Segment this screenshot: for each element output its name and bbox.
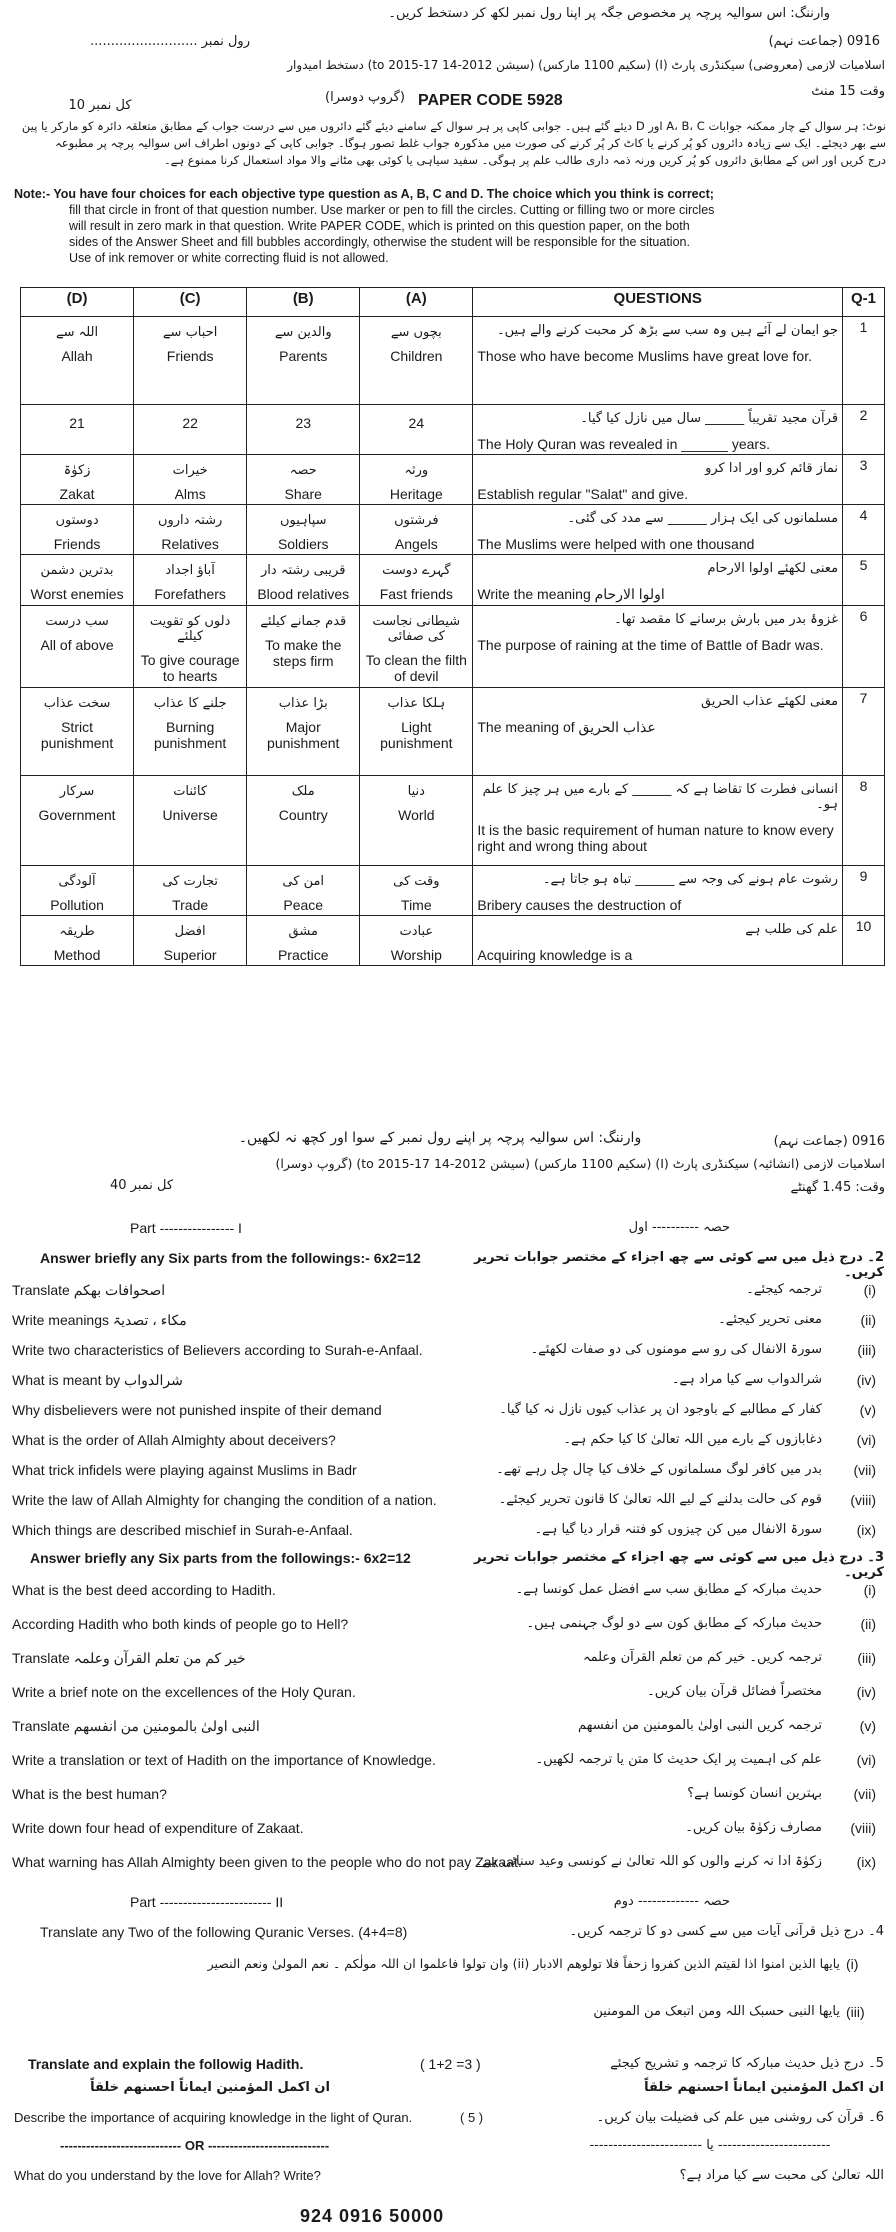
subjective-subject: اسلامیات لازمی (انشائیہ) سیکنڈری پارٹ (I) (سکیم 1100 مارکس) (سیشن 2012-14 to 2015-17) (گروپ دوسرا) <box>275 1156 885 1171</box>
q3-item <box>12 1582 884 1604</box>
question-urdu: رشوت عام ہونے کی وجہ سے ______ تباہ ہو جاتا ہے۔ <box>542 872 839 887</box>
q3-item <box>12 1752 884 1774</box>
question-number: 6 <box>843 606 885 688</box>
option-c-english: Relatives <box>161 536 219 552</box>
part1-label-ur: حصہ ---------- اول <box>628 1220 730 1235</box>
q3-heading: Answer briefly any Six parts from the followings:- 6x2=12 <box>30 1550 411 1566</box>
option-c-english: Trade <box>172 897 209 913</box>
q3-item-urdu: بہترین انسان کونسا ہے؟ <box>687 1786 822 1801</box>
option-b-urdu: والدین سے <box>274 325 332 340</box>
q2-item-urdu: ترجمہ کیجئے۔ <box>746 1282 822 1297</box>
option-d-urdu: سب درست <box>45 614 109 629</box>
question-urdu: علم کی طلب ہے <box>745 922 839 937</box>
option-a-urdu: وقت کی <box>393 874 440 889</box>
header-subject: اسلامیات لازمی (معروضی) سیکنڈری پارٹ (I) (سکیم 1100 مارکس) (سیشن 2012-14 to 2015-17) دستخط امیدوار <box>287 58 885 72</box>
option-d-english: 21 <box>69 415 85 431</box>
option-c-urdu: احباب سے <box>162 325 218 340</box>
option-d <box>21 776 134 866</box>
option-a-english: 24 <box>408 415 425 431</box>
q5-hadith-en-side: ان اکمل المؤمنین ایماناً احسنھم خلقاً <box>90 2080 330 2095</box>
subjective-total: کل نمبر 40 <box>110 1178 174 1193</box>
q2-item <box>12 1342 884 1364</box>
or-divider-ur: ------------------------ یا ------------------------ <box>589 2138 831 2153</box>
option-b <box>247 776 360 866</box>
option-c <box>134 505 247 555</box>
option-d-urdu: آلودگی <box>58 874 96 889</box>
question-urdu: معنی لکھئے اولوا الارحام <box>707 561 839 576</box>
mcq-row <box>21 688 885 776</box>
q5-marks: ( 1+2 =3 ) <box>420 2056 481 2072</box>
mcq-row <box>21 916 885 966</box>
col-questions: QUESTIONS <box>473 288 843 317</box>
q2-item-urdu: دغابازوں کے بارے میں اللہ تعالیٰ کا کیا حکم ہے۔ <box>563 1432 822 1447</box>
question-cell <box>473 505 843 555</box>
question-number: 5 <box>843 555 885 606</box>
q2-item-urdu: معنی تحریر کیجئے۔ <box>718 1312 822 1327</box>
q2-item-english: Why disbelievers were not punished inspite of their demand <box>12 1402 382 1418</box>
option-d <box>21 555 134 606</box>
option-d-english: All of above <box>40 637 114 653</box>
question-number: 10 <box>843 916 885 966</box>
q3-item <box>12 1786 884 1808</box>
option-b <box>247 455 360 505</box>
q2-item-urdu: بدر میں کافر لوگ مسلمانوں کے خلاف کیا چال چل رہے تھے۔ <box>496 1462 822 1477</box>
q3-item-urdu: زکوٰۃ ادا نہ کرنے والوں کو اللہ تعالیٰ نے کونسی وعید سنائی ہے۔ <box>474 1854 822 1869</box>
option-d-urdu: زکوٰۃ <box>63 463 91 478</box>
option-b-urdu: قریبی رشتہ دار <box>261 563 346 578</box>
question-number: 2 <box>843 405 885 455</box>
q3-item-number: (viii) <box>850 1820 876 1836</box>
q3-item-urdu: ترجمہ کریں النبی اولیٰ بالمومنین من انفسھم <box>578 1718 822 1733</box>
q3-item-english: What is the best human? <box>12 1786 167 1802</box>
option-d <box>21 505 134 555</box>
option-d-english: Zakat <box>59 486 95 502</box>
q2-item-number: (ix) <box>856 1522 876 1538</box>
option-c <box>134 555 247 606</box>
option-c-urdu: جلنے کا عذاب <box>153 696 227 711</box>
question-english: Those who have become Muslims have great love for. <box>477 348 812 364</box>
option-b-english: Major punishment <box>267 719 340 751</box>
question-urdu: نماز قائم کرو اور ادا کرو <box>705 461 839 476</box>
option-a <box>360 505 473 555</box>
q6-marks: ( 5 ) <box>460 2110 484 2125</box>
mcq-row <box>21 776 885 866</box>
option-c <box>134 317 247 405</box>
q2-item <box>12 1402 884 1424</box>
q2-item-english: Write the law of Allah Almighty for changing the condition of a nation. <box>12 1492 437 1508</box>
q4-iii-num: (iii) <box>846 2004 865 2020</box>
option-a <box>360 866 473 916</box>
q3-item-english: Translate النبی اولیٰ بالمومنین من انفسھم <box>12 1718 260 1734</box>
q3-item <box>12 1650 884 1672</box>
option-d <box>21 916 134 966</box>
option-d-english: Strict punishment <box>40 719 114 751</box>
option-c-english: To give courage to hearts <box>140 652 240 684</box>
or-divider: ---------------------------- OR ---------------------------- <box>60 2138 330 2153</box>
question-cell <box>473 405 843 455</box>
q4-heading: Translate any Two of the following Quranic Verses. (4+4=8) <box>40 1924 408 1940</box>
q3-item-urdu: حدیث مبارکہ کے مطابق سب سے افضل عمل کونسا ہے۔ <box>515 1582 822 1597</box>
paper-code: PAPER CODE 5928 <box>418 92 563 109</box>
option-d <box>21 405 134 455</box>
option-b <box>247 606 360 688</box>
q4-iii-verse: یایھا النبی حسبک اللہ ومن اتبعک من المومنین <box>593 2004 840 2019</box>
question-number: 8 <box>843 776 885 866</box>
q2-item-english: Write meanings مکاء ، تصدیۃ <box>12 1312 187 1328</box>
option-c <box>134 776 247 866</box>
option-a <box>360 405 473 455</box>
option-b-urdu: ملک <box>291 784 315 799</box>
option-b-urdu: سپاہیوں <box>279 513 327 528</box>
col-qnum: Q-1 <box>843 288 885 317</box>
option-d-english: Worst enemies <box>30 586 124 602</box>
option-a-urdu: عبادت <box>399 924 434 939</box>
option-c-english: Universe <box>162 807 218 823</box>
q3-item-number: (i) <box>863 1582 876 1598</box>
mcq-table <box>20 287 885 966</box>
option-c-urdu: افضل <box>174 924 206 939</box>
q2-item-urdu: کفار کے مطالبے کے باوجود ان پر عذاب کیوں نازل نہ کیا گیا۔ <box>499 1402 822 1417</box>
option-c <box>134 688 247 776</box>
option-b <box>247 505 360 555</box>
option-a-english: Fast friends <box>379 586 453 602</box>
q3-item-urdu: ترجمہ کریں۔ خیر کم من تعلم القرآن وعلمہ <box>582 1650 822 1665</box>
q2-item-urdu: سورۃ الانفال میں کن چیزوں کو فتنہ قرار دیا گیا ہے۔ <box>534 1522 822 1537</box>
option-b-english: 23 <box>295 415 312 431</box>
col-b: (B) <box>247 288 360 317</box>
option-a-urdu: فرشتوں <box>394 513 439 528</box>
option-b <box>247 317 360 405</box>
question-urdu: معنی لکھئے عذاب الحریق <box>700 694 839 709</box>
question-urdu: مسلمانوں کی ایک ہزار ______ سے مدد کی گئی۔ <box>567 511 839 526</box>
question-english: Acquiring knowledge is a <box>477 947 633 963</box>
question-urdu: قرآن مجید تقریباً ______ سال میں نازل کیا گیا۔ <box>580 411 839 426</box>
option-c <box>134 606 247 688</box>
option-c-urdu: دلوں کو تقویت کیلئے <box>149 614 231 644</box>
option-c-english: Alms <box>174 486 206 502</box>
option-a <box>360 317 473 405</box>
option-d-english: Government <box>38 807 116 823</box>
option-c-english: Superior <box>163 947 217 963</box>
q2-item <box>12 1432 884 1454</box>
option-d-english: Method <box>53 947 101 963</box>
q5-heading: Translate and explain the followig Hadith. <box>28 2056 304 2072</box>
option-b-english: Parents <box>279 348 328 364</box>
option-a-urdu: ورثہ <box>404 463 429 478</box>
option-d <box>21 317 134 405</box>
roll-number-label: رول نمبر .......................... <box>90 34 250 49</box>
option-c-english: Friends <box>166 348 214 364</box>
q2-item <box>12 1312 884 1334</box>
option-a <box>360 916 473 966</box>
q2-item-number: (i) <box>863 1282 876 1298</box>
q3-item-english: What warning has Allah Almighty been given to the people who do not pay Zakaat. <box>12 1854 522 1870</box>
option-b <box>247 866 360 916</box>
option-a-english: Time <box>401 897 432 913</box>
option-b-english: Soldiers <box>277 536 329 552</box>
q5-heading-ur: 5۔ درج ذیل حدیث مبارکہ کا ترجمہ و تشریح کیجئے <box>610 2056 884 2071</box>
option-c <box>134 866 247 916</box>
mcq-row <box>21 505 885 555</box>
option-c <box>134 405 247 455</box>
q6-alt-text-ur: اللہ تعالیٰ کی محبت سے کیا مراد ہے؟ <box>679 2168 884 2183</box>
option-a-english: To clean the filth of devil <box>365 652 467 684</box>
q2-item-english: Translate اصحوافات بھکم <box>12 1282 166 1298</box>
question-cell <box>473 776 843 866</box>
option-c-english: 22 <box>182 415 198 431</box>
q2-item-number: (v) <box>859 1402 876 1418</box>
option-d-english: Friends <box>53 536 101 552</box>
option-b-english: Peace <box>283 897 324 913</box>
option-c-english: Forefathers <box>154 586 226 602</box>
option-c-urdu: خیرات <box>172 463 208 478</box>
mcq-row <box>21 866 885 916</box>
q2-item-english: What is meant by شرالدواب <box>12 1372 183 1388</box>
question-cell <box>473 317 843 405</box>
mcq-row <box>21 405 885 455</box>
question-english: The meaning of عذاب الحریق <box>477 719 656 735</box>
q2-item-number: (iv) <box>856 1372 876 1388</box>
question-number: 4 <box>843 505 885 555</box>
mcq-header-row <box>21 288 885 317</box>
total-marks: کل نمبر 10 <box>68 98 132 113</box>
option-a-english: Heritage <box>389 486 443 502</box>
q2-item <box>12 1462 884 1484</box>
question-number: 3 <box>843 455 885 505</box>
q2-item-number: (viii) <box>850 1492 876 1508</box>
question-english: Write the meaning اولوا الارحام <box>477 586 665 602</box>
option-a-urdu: دنیا <box>407 784 425 799</box>
option-a-english: Children <box>390 348 443 364</box>
mcq-row <box>21 455 885 505</box>
question-urdu: غزوۂ بدر میں بارش برسانے کا مقصد تھا۔ <box>614 612 839 627</box>
option-d-urdu: طریقہ <box>59 924 95 939</box>
question-english: The Holy Quran was revealed in ______ years. <box>477 436 770 452</box>
mcq-row <box>21 606 885 688</box>
option-b-urdu: بڑا عذاب <box>278 696 328 711</box>
option-a-english: Worship <box>390 947 442 963</box>
option-d <box>21 455 134 505</box>
option-b-urdu: قدم جمانے کیلئے <box>260 614 347 629</box>
option-b-urdu: امن کی <box>282 874 325 889</box>
q2-item <box>12 1522 884 1544</box>
q2-item <box>12 1492 884 1514</box>
q3-item-english: According Hadith who both kinds of people go to Hell? <box>12 1616 349 1632</box>
option-a <box>360 688 473 776</box>
q5-hadith: ان اکمل المؤمنین ایماناً احسنھم خلقاً <box>644 2080 884 2095</box>
option-c-urdu: رشتہ داروں <box>157 513 223 528</box>
option-c-urdu: تجارت کی <box>162 874 218 889</box>
option-d-urdu: اللہ سے <box>55 325 99 340</box>
q2-item <box>12 1282 884 1304</box>
part2-label: Part ------------------------ II <box>130 1894 284 1910</box>
option-d-urdu: بدترین دشمن <box>40 563 114 578</box>
option-a-urdu: ہلکا عذاب <box>387 696 446 711</box>
q4-i-verse: یایھا الذین امنوا اذا لقیتم الذین کفروا زحفاً فلا تولوھم الادبار (ii) وان تولوا فاعلموا ان اللہ مولٰکم ۔ نعم المولیٰ ونعم النصیر <box>207 1956 840 1971</box>
q3-heading-ur: 3۔ درج ذیل میں سے کوئی سے چھ اجزاء کے مختصر جوابات تحریر کریں۔ <box>474 1550 884 1580</box>
option-a <box>360 776 473 866</box>
option-b <box>247 555 360 606</box>
q3-item-number: (v) <box>859 1718 876 1734</box>
q3-item-urdu: حدیث مبارکہ کے مطابق کون سے دو لوگ جہنمی ہیں۔ <box>526 1616 822 1631</box>
option-a-english: Angels <box>394 536 438 552</box>
option-a-urdu: بچوں سے <box>390 325 442 340</box>
q3-item-number: (iii) <box>857 1650 876 1666</box>
q3-item-number: (ii) <box>860 1616 876 1632</box>
q3-item <box>12 1616 884 1638</box>
q3-item-english: Write a translation or text of Hadith on the importance of Knowledge. <box>12 1752 436 1768</box>
option-a <box>360 606 473 688</box>
q4-i-num: (i) <box>846 1956 859 1972</box>
q2-item-number: (iii) <box>857 1342 876 1358</box>
q6-text: Describe the importance of acquiring knowledge in the light of Quran. <box>14 2110 413 2125</box>
header-warning: وارننگ: اس سوالیہ پرچہ پر مخصوص جگہ پر اپنا رول نمبر لکھ کر دستخط کریں۔ <box>388 6 830 21</box>
col-d: (D) <box>21 288 134 317</box>
option-a-urdu: گہرے دوست <box>382 563 451 578</box>
q3-item <box>12 1820 884 1842</box>
q3-item-number: (vii) <box>853 1786 876 1802</box>
option-b-urdu: مشق <box>288 924 318 939</box>
q2-item <box>12 1372 884 1394</box>
header-code: 0916 (جماعت نہم) <box>768 34 880 49</box>
col-c: (C) <box>134 288 247 317</box>
question-english: The Muslims were helped with one thousand <box>477 536 755 552</box>
q3-item-urdu: مختصراً فضائل قرآن بیان کریں۔ <box>647 1684 822 1699</box>
footer-code: 924 0916 50000 <box>300 2206 445 2226</box>
q3-item-english: Translate خیر کم من تعلم القرآن وعلمہ <box>12 1650 246 1666</box>
part2-label-ur: حصہ ------------- دوم <box>613 1894 730 1909</box>
q3-item-number: (ix) <box>856 1854 876 1870</box>
option-c-urdu: کائنات <box>173 784 208 799</box>
q2-item-urdu: شرالدواب سے کیا مراد ہے۔ <box>671 1372 822 1387</box>
english-note: Note:- You have four choices for each objective type question as A, B, C and D. The choice which you think is correct; fill that circle in front of that question number. Use marker or pen to fill the circles. Cutting or filling two or more circles will result in zero mark in that question. Write PAPER CODE, which is printed on this question paper, on the both sides of the Answer Sheet and fill bubbles accordingly, otherwise the student will be responsible for the situation. Use of ink remover or white correcting fluid is not allowed. <box>14 187 715 265</box>
option-b-english: To make the steps firm <box>265 637 342 669</box>
q3-item-english: What is the best deed according to Hadith. <box>12 1582 276 1598</box>
option-c-urdu: آباؤ اجداد <box>165 563 215 578</box>
q6-alt-text: What do you understand by the love for Allah? Write? <box>14 2168 321 2183</box>
option-d <box>21 866 134 916</box>
subjective-code: 0916 (جماعت نہم) <box>773 1134 885 1149</box>
option-b <box>247 688 360 776</box>
question-urdu: انسانی فطرت کا تقاضا ہے کہ ______ کے بارے میں ہر چیز کا علم ہو۔ <box>482 782 839 812</box>
question-english: Establish regular "Salat" and give. <box>477 486 689 502</box>
mcq-row <box>21 555 885 606</box>
option-d-urdu: سرکار <box>59 784 95 799</box>
q2-item-english: Write two characteristics of Believers according to Surah-e-Anfaal. <box>12 1342 423 1358</box>
option-a <box>360 555 473 606</box>
option-a-english: World <box>398 807 435 823</box>
option-b-english: Blood relatives <box>257 586 350 602</box>
q3-item-number: (iv) <box>856 1684 876 1700</box>
q3-item <box>12 1854 884 1876</box>
option-d-english: Pollution <box>50 897 104 913</box>
header-time: وقت 15 منٹ <box>811 84 885 99</box>
option-a-urdu: شیطانی نجاست کی صفائی <box>372 614 461 644</box>
option-b-english: Country <box>278 807 328 823</box>
question-number: 9 <box>843 866 885 916</box>
option-c <box>134 455 247 505</box>
option-d <box>21 606 134 688</box>
option-d-urdu: دوستوں <box>55 513 99 528</box>
option-a-english: Light punishment <box>380 719 453 751</box>
option-b-english: Share <box>284 486 322 502</box>
header-group: (گروپ دوسرا) <box>325 90 405 105</box>
q3-item-english: Write a brief note on the excellences of the Holy Quran. <box>12 1684 356 1700</box>
q3-item-urdu: مصارف زکوٰۃ بیان کریں۔ <box>685 1820 822 1835</box>
option-b-english: Practice <box>277 947 329 963</box>
q2-item-number: (vii) <box>853 1462 876 1478</box>
question-english: The purpose of raining at the time of Battle of Badr was. <box>477 637 824 653</box>
q2-item-urdu: قوم کی حالت بدلنے کے لیے اللہ تعالیٰ کا قانون تحریر کیجئے۔ <box>498 1492 822 1507</box>
option-d <box>21 688 134 776</box>
question-cell <box>473 455 843 505</box>
q2-item-number: (ii) <box>860 1312 876 1328</box>
option-a <box>360 455 473 505</box>
option-c-english: Burning punishment <box>153 719 227 751</box>
urdu-note: نوٹ: ہر سوال کے چار ممکنہ جوابات A، B، C اور D دیئے گئے ہیں۔ جوابی کاپی پر ہر سوال کے سامنے دیئے گئے دائروں میں سے درست جواب کے مطابق متعلقہ دائرہ کو مارکر یا پین سے بھر دیجئے۔ ایک سے زیادہ دائروں کو پُر کرنے یا کاٹ کر پُر کرنے کی صورت میں مذکورہ جواب غلط تصور ہوگا۔ جوابی کاپی کے دونوں اطراف اس سوالیہ پرچہ پر مطبوعہ درج کریں اور اس کے مطابق دائروں کو پُر کریں ورنہ ذمہ داری طالب علم پر ہوگی۔ سفید سیاہی یا کوئی بھی مٹانے والا مواد استعمال کرنا ممنوع ہے۔ <box>21 119 886 167</box>
question-number: 1 <box>843 317 885 405</box>
part1-label: Part ---------------- I <box>130 1220 242 1236</box>
question-cell <box>473 916 843 966</box>
q3-item <box>12 1684 884 1706</box>
q3-item <box>12 1718 884 1740</box>
question-cell <box>473 606 843 688</box>
q2-heading: Answer briefly any Six parts from the followings:- 6x2=12 <box>40 1250 421 1266</box>
question-cell <box>473 688 843 776</box>
q3-item-english: Write down four head of expenditure of Zakaat. <box>12 1820 304 1836</box>
q2-item-urdu: سورۃ الانفال کی رو سے مومنوں کی دو صفات لکھئے۔ <box>530 1342 822 1357</box>
question-cell <box>473 555 843 606</box>
q6-text-ur: 6۔ قرآن کی روشنی میں علم کی فضیلت بیان کریں۔ <box>596 2110 884 2125</box>
question-number: 7 <box>843 688 885 776</box>
col-a: (A) <box>360 288 473 317</box>
question-urdu: جو ایمان لے آئے ہیں وہ سب سے بڑھ کر محبت کرنے والے ہیں۔ <box>497 323 839 338</box>
subjective-warning: وارننگ: اس سوالیہ پرچہ پر اپنے رول نمبر کے سوا اور کچھ نہ لکھیں۔ <box>238 1130 642 1146</box>
option-c <box>134 916 247 966</box>
q2-heading-ur: 2۔ درج ذیل میں سے کوئی سے چھ اجزاء کے مختصر جوابات تحریر کریں۔ <box>474 1250 884 1280</box>
question-english: It is the basic requirement of human nature to know every right and wrong thing about <box>477 822 834 854</box>
q2-item-english: What is the order of Allah Almighty about deceivers? <box>12 1432 336 1448</box>
mcq-row <box>21 317 885 405</box>
option-b <box>247 405 360 455</box>
question-english: Bribery causes the destruction of <box>477 897 682 913</box>
question-cell <box>473 866 843 916</box>
subjective-time: وقت: 1.45 گھنٹے <box>790 1180 885 1195</box>
q3-item-number: (vi) <box>856 1752 876 1768</box>
option-b <box>247 916 360 966</box>
q2-item-english: Which things are described mischief in Surah-e-Anfaal. <box>12 1522 353 1538</box>
q2-item-number: (vi) <box>856 1432 876 1448</box>
q2-item-english: What trick infidels were playing against Muslims in Badr <box>12 1462 357 1478</box>
option-b-urdu: حصہ <box>289 463 317 478</box>
option-d-urdu: سخت عذاب <box>43 696 111 711</box>
q4-heading-ur: 4۔ درج ذیل قرآنی آیات میں سے کسی دو کا ترجمہ کریں۔ <box>569 1924 884 1939</box>
q3-item-urdu: علم کی اہمیت پر ایک حدیث کا متن یا ترجمہ لکھیں۔ <box>535 1752 822 1767</box>
option-d-english: Allah <box>61 348 93 364</box>
